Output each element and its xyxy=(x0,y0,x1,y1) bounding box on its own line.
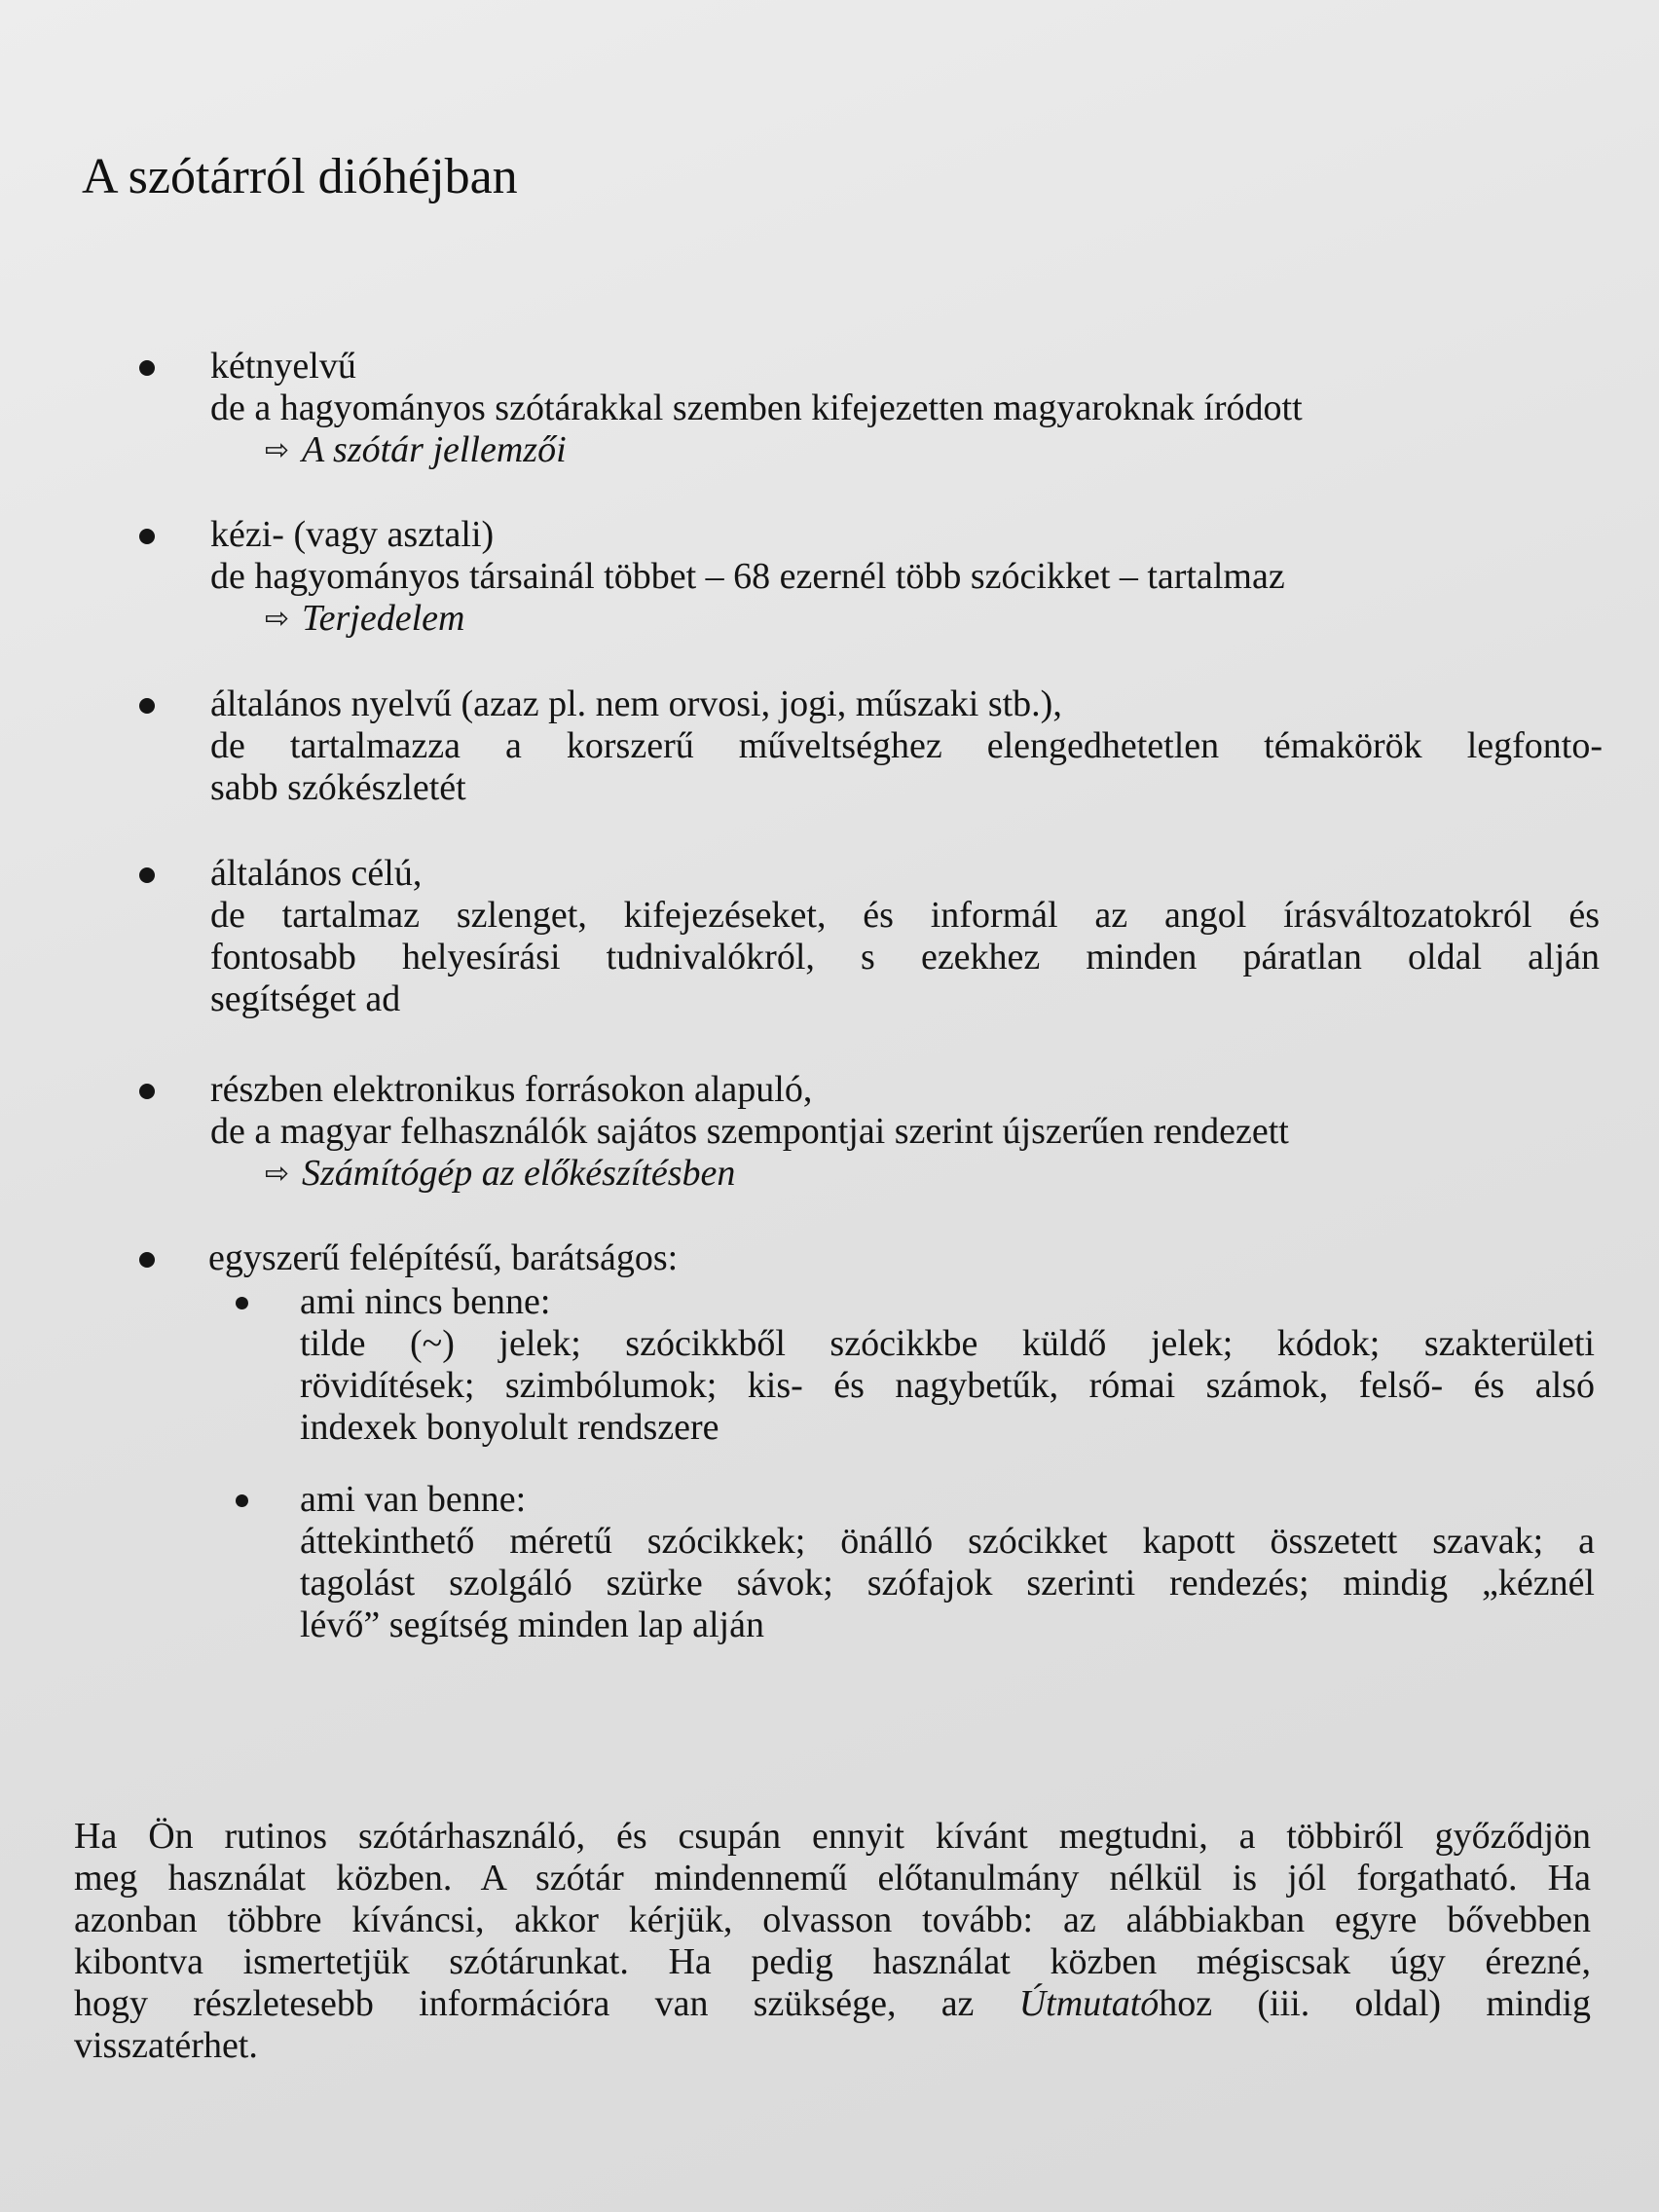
bullet-icon xyxy=(139,1252,155,1268)
item-line: de hagyományos társainál többet – 68 ezernél több szócikket – tartalmaz xyxy=(210,556,1285,597)
cross-reference-label: Terjedelem xyxy=(302,598,465,639)
subitem-line: ami van benne: xyxy=(300,1479,527,1520)
sub-bullet-icon xyxy=(236,1494,248,1507)
subitem-line: lévő” segítség minden lap alján xyxy=(300,1604,764,1645)
closing-paragraph xyxy=(74,1816,1591,2067)
item-line: egyszerű felépítésű, barátságos: xyxy=(208,1237,679,1278)
paragraph-line: kibontva ismertetjük szótárunkat. Ha pedig használat közben mégiscsak úgy érezné, xyxy=(74,1941,1591,1982)
item-line: kétnyelvű xyxy=(210,346,356,387)
right-outline-arrow-icon: ⇨ xyxy=(265,433,290,467)
bullet-icon xyxy=(139,1084,155,1099)
subitem-line: indexek bonyolult rendszere xyxy=(300,1407,719,1448)
right-outline-arrow-icon: ⇨ xyxy=(265,602,290,636)
subitem-line: áttekinthető méretű szócikkek; önálló szócikket kapott összetett szavak; a xyxy=(300,1521,1595,1562)
cross-reference-label: Számítógép az előkészítésben xyxy=(302,1153,736,1194)
item-line: de a hagyományos szótárakkal szemben kifejezetten magyaroknak íródott xyxy=(210,387,1303,428)
item-line: segítséget ad xyxy=(210,978,401,1019)
bullet-icon xyxy=(139,529,155,544)
cross-reference xyxy=(265,429,567,471)
page-title: A szótárról dióhéjban xyxy=(82,149,518,204)
paragraph-line: meg használat közben. A szótár mindennemű előtanulmány nélkül is jól forgatható. Ha xyxy=(74,1858,1591,1899)
item-line: de tartalmazza a korszerű műveltséghez elengedhetetlen témakörök legfonto- xyxy=(210,725,1603,766)
paragraph-text: hogy részletesebb információra van szüksége, az xyxy=(74,1983,975,2024)
item-line: fontosabb helyesírási tudnivalókról, s ezekhez minden páratlan oldal alján xyxy=(210,937,1600,977)
guide-reference xyxy=(1019,1983,1591,2024)
bullet-icon xyxy=(139,698,155,714)
item-line: általános nyelvű (azaz pl. nem orvosi, jogi, műszaki stb.), xyxy=(210,683,1062,724)
guide-reference-suffix: hoz (iii. oldal) mindig xyxy=(1159,1983,1591,2024)
cross-reference xyxy=(265,598,464,640)
right-outline-arrow-icon: ⇨ xyxy=(265,1157,290,1191)
item-line: de tartalmaz szlenget, kifejezéseket, és informál az angol írásváltozatokról és xyxy=(210,895,1600,936)
guide-reference-italic: Útmutató xyxy=(1018,1983,1160,2024)
subitem-line: tilde (~) jelek; szócikkből szócikkbe küldő jelek; kódok; szakterületi xyxy=(300,1323,1595,1364)
item-line: de a magyar felhasználók sajátos szempontjai szerint újszerűen rendezett xyxy=(210,1111,1289,1152)
sub-bullet-icon xyxy=(236,1297,248,1309)
cross-reference-label: A szótár jellemzői xyxy=(302,429,567,470)
item-line: részben elektronikus forrásokon alapuló, xyxy=(210,1069,813,1110)
paragraph-line: azonban többre kíváncsi, akkor kérjük, olvasson tovább: az alábbiakban egyre bővebben xyxy=(74,1899,1591,1940)
paragraph-line xyxy=(74,1983,1591,2025)
subitem-line: ami nincs benne: xyxy=(300,1281,551,1322)
item-line: kézi- (vagy asztali) xyxy=(210,514,495,555)
paragraph-line: visszatérhet. xyxy=(74,2025,258,2066)
item-line: általános célú, xyxy=(210,853,423,894)
paragraph-line: Ha Ön rutinos szótárhasználó, és csupán ennyit kívánt megtudni, a többiről győződjön xyxy=(74,1816,1591,1857)
bullet-icon xyxy=(139,867,155,883)
item-line: sabb szókészletét xyxy=(210,767,466,808)
subitem-line: rövidítések; szimbólumok; kis- és nagybetűk, római számok, felső- és alsó xyxy=(300,1365,1595,1406)
bullet-icon xyxy=(139,360,155,376)
cross-reference xyxy=(265,1153,735,1195)
subitem-line: tagolást szolgáló szürke sávok; szófajok szerinti rendezés; mindig „kéznél xyxy=(300,1563,1595,1604)
